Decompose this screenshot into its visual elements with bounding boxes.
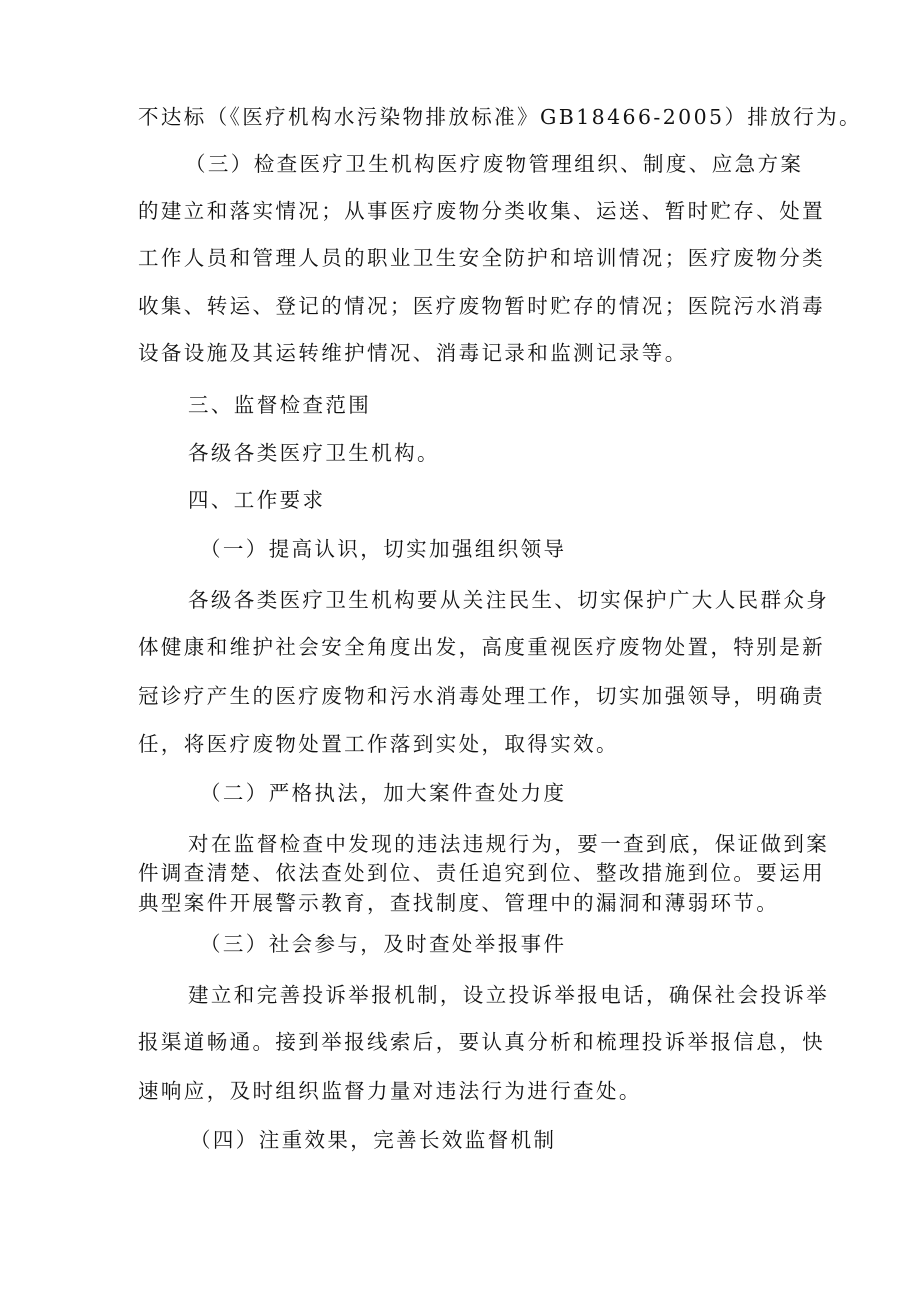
section-heading: 三、监督检查范围: [188, 393, 372, 417]
text-line: 各级各类医疗卫生机构要从关注民生、切实保护广大人民群众身: [188, 588, 830, 612]
subsection-heading: （三）社会参与，及时查处举报事件: [200, 932, 567, 956]
section-heading: （三）检查医疗卫生机构医疗废物管理组织、制度、应急方案: [185, 152, 804, 176]
text-line: 速响应，及时组织监督力量对违法行为进行查处。: [138, 1079, 642, 1103]
subsection-heading: （四）注重效果，完善长效监督机制: [190, 1128, 557, 1152]
text-line: 不达标（《医疗机构水污染物排放标准》GB18466-2005）排放行为。: [138, 105, 862, 129]
section-heading: 四、工作要求: [188, 488, 326, 512]
subsection-heading: （二）严格执法，加大案件查处力度: [200, 781, 567, 805]
text-line: 件调查清楚、依法查处到位、责任追究到位、整改措施到位。要运用: [138, 861, 825, 885]
text-line: 工作人员和管理人员的职业卫生安全防护和培训情况；医疗废物分类: [138, 246, 825, 270]
text-line: 任，将医疗废物处置工作落到实处，取得实效。: [138, 732, 619, 756]
subsection-heading: （一）提高认识，切实加强组织领导: [200, 537, 567, 561]
text-line: 对在监督检查中发现的违法违规行为，要一查到底，保证做到案: [188, 832, 830, 856]
text-line: 的建立和落实情况；从事医疗废物分类收集、运送、暂时贮存、处置: [138, 199, 825, 223]
text-line: 设备设施及其运转维护情况、消毒记录和监测记录等。: [138, 341, 688, 365]
text-line: 收集、转运、登记的情况；医疗废物暂时贮存的情况；医院污水消毒: [138, 294, 825, 318]
text-line: 建立和完善投诉举报机制，设立投诉举报电话，确保社会投诉举: [188, 983, 830, 1007]
text-line: 体健康和维护社会安全角度出发，高度重视医疗废物处置，特别是新: [138, 635, 825, 659]
text-line: 典型案件开展警示教育，查找制度、管理中的漏洞和薄弱环节。: [138, 891, 780, 915]
text-line: 各级各类医疗卫生机构。: [188, 441, 440, 465]
text-line: 冠诊疗产生的医疗废物和污水消毒处理工作，切实加强领导，明确责: [138, 684, 825, 708]
text-line: 报渠道畅通。接到举报线索后，要认真分析和梳理投诉举报信息，快: [138, 1030, 825, 1054]
